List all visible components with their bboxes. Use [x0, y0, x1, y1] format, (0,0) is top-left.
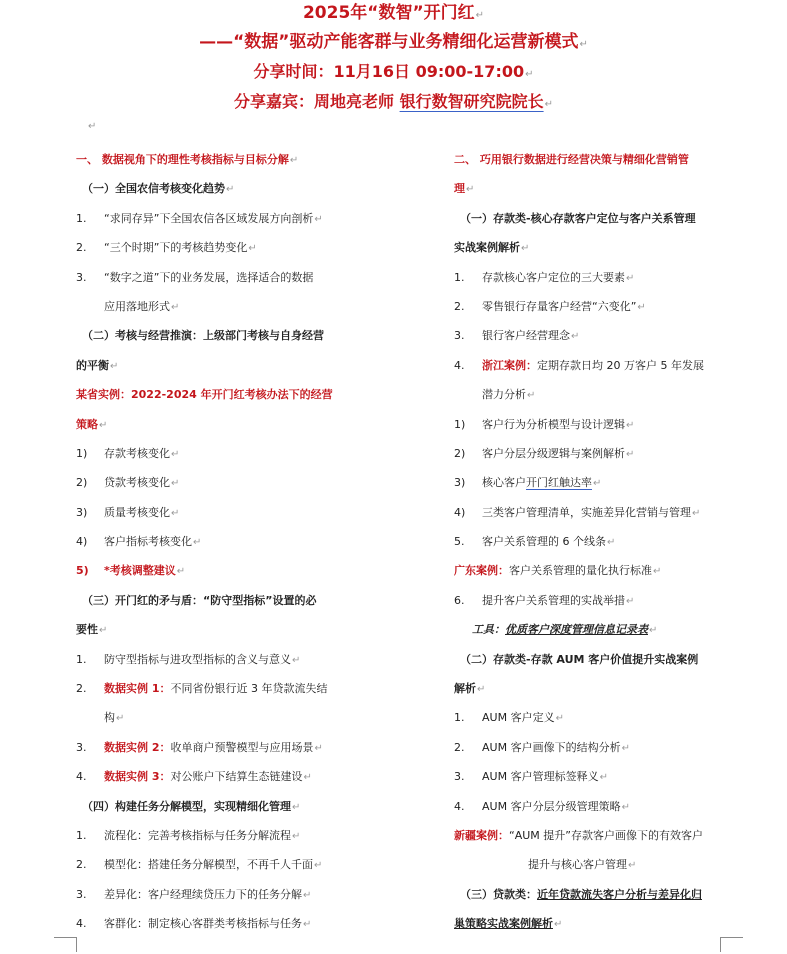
- list-item: 3. AUM 客户管理标签释义↵: [454, 770, 608, 784]
- sub-heading: （二）存款类-存款 AUM 客户价值提升实战案例: [460, 652, 699, 666]
- list-item: 4) 三类客户管理清单，实施差异化营销与管理↵: [454, 505, 701, 519]
- list-item: 2) 贷款考核变化↵: [76, 476, 180, 490]
- list-item: 1) 客户行为分析模型与设计逻辑↵: [454, 417, 635, 431]
- case-line: 新疆案例：“AUM 提升”存款客户画像下的有效客户: [454, 828, 703, 842]
- share-guest: 分享嘉宾：周地亮老师 银行数智研究院院长↵: [234, 92, 553, 111]
- doc-subtitle: ——“数据”驱动产能客群与业务精细化运营新模式↵: [199, 32, 588, 52]
- list-item: 4) 客户指标考核变化↵: [76, 535, 202, 549]
- list-item: 3) 质量考核变化↵: [76, 505, 180, 519]
- list-item: 1. 防守型指标与进攻型指标的含义与意义↵: [76, 652, 301, 666]
- sub-heading-continuation: 要性↵: [76, 623, 108, 637]
- list-item: 1. 存款核心客户定位的三大要素↵: [454, 270, 635, 284]
- left-column: [76, 145, 366, 939]
- list-item: 4. 浙江案例：定期存款日均 20 万客户 5 年发展: [454, 358, 704, 372]
- list-item-continuation: 构↵: [104, 711, 125, 725]
- case-heading: 某省实例：2022-2024 年开门红考核办法下的经营: [76, 388, 333, 402]
- list-item: 6. 提升客户关系管理的实战举措↵: [454, 593, 635, 607]
- sub-heading-continuation: 的平衡↵: [76, 358, 119, 372]
- list-item-continuation: 应用落地形式↵: [104, 299, 180, 313]
- list-item: 1) 存款考核变化↵: [76, 446, 180, 460]
- case-line-continuation: 提升与核心客户管理↵: [528, 858, 637, 872]
- sub-heading: （一）存款类-核心存款客户定位与客户关系管理: [460, 211, 696, 225]
- list-item: 4. 数据实例 3：对公账户下结算生态链建设↵: [76, 770, 312, 784]
- share-time: 分享时间：11月16日 09:00-17:00↵: [253, 62, 534, 81]
- empty-paragraph-mark: ↵: [88, 121, 97, 132]
- list-item: 2. 数据实例 1：不同省份银行近 3 年贷款流失结: [76, 682, 328, 696]
- page-corner-mark-left: [54, 937, 77, 952]
- section-heading: 一、 数据视角下的理性考核指标与目标分解↵: [76, 153, 299, 166]
- list-item: 5. 客户关系管理的 6 个线条↵: [454, 535, 616, 549]
- list-item: 2. “三个时期”下的考核趋势变化↵: [76, 241, 257, 255]
- case-line: 广东案例：客户关系管理的量化执行标准↵: [454, 564, 662, 578]
- sub-heading: （一）全国农信考核变化趋势↵: [82, 182, 235, 196]
- sub-heading: （三）贷款类：近年贷款流失客户分析与差异化归: [460, 887, 702, 901]
- list-item-highlight: 5) *考核调整建议↵: [76, 564, 186, 578]
- list-item: 2. 模型化：搭建任务分解模型，不再千人千面↵: [76, 858, 323, 872]
- list-item: 3. 差异化：客户经理续贷压力下的任务分解↵: [76, 887, 312, 901]
- sub-heading: （三）开门红的矛与盾：“防守型指标”设置的必: [82, 593, 317, 607]
- section-heading-continuation: 理↵: [454, 182, 475, 196]
- doc-title: 2025年“数智”开门红↵: [302, 3, 485, 23]
- document-header: [0, 0, 787, 115]
- case-heading-continuation: 策略↵: [76, 417, 108, 431]
- list-item: 2) 客户分层分级逻辑与案例解析↵: [454, 446, 635, 460]
- sub-heading-continuation: 实战案例解析↵: [454, 241, 530, 255]
- sub-heading-continuation: 解析↵: [454, 682, 486, 696]
- list-item: 3. “数字之道”下的业务发展，选择适合的数据: [76, 270, 314, 284]
- sub-heading-continuation: 巢策略实战案例解析↵: [454, 917, 563, 931]
- right-column: [454, 145, 754, 939]
- list-item: 3) 核心客户开门红触达率↵: [454, 476, 602, 490]
- guest-org: 银行数智研究院院长: [399, 92, 544, 111]
- list-item: 4. 客群化：制定核心客群类考核指标与任务↵: [76, 917, 312, 931]
- tool-line: 工具：优质客户深度管理信息记录表↵: [472, 623, 658, 637]
- list-item: 1. AUM 客户定义↵: [454, 711, 564, 725]
- list-item: 2. AUM 客户画像下的结构分析↵: [454, 740, 630, 754]
- list-item: 4. AUM 客户分层分级管理策略↵: [454, 799, 630, 813]
- list-item: 1. “求同存异”下全国农信各区域发展方向剖析↵: [76, 211, 323, 225]
- list-item: 3. 数据实例 2：收单商户预警模型与应用场景↵: [76, 740, 323, 754]
- list-item: 2. 零售银行存量客户经营“六变化”↵: [454, 299, 646, 313]
- underlined-term: 开门红触达率: [526, 476, 592, 490]
- sub-heading: （四）构建任务分解模型，实现精细化管理↵: [82, 799, 301, 813]
- list-item: 1. 流程化：完善考核指标与任务分解流程↵: [76, 828, 301, 842]
- sub-heading: （二）考核与经营推演：上级部门考核与自身经营: [82, 329, 324, 343]
- page-corner-mark-right: [720, 937, 743, 952]
- list-item: 3. 银行客户经营理念↵: [454, 329, 580, 343]
- section-heading: 二、 巧用银行数据进行经营决策与精细化营销管: [454, 153, 689, 166]
- list-item-continuation: 潜力分析↵: [482, 388, 536, 402]
